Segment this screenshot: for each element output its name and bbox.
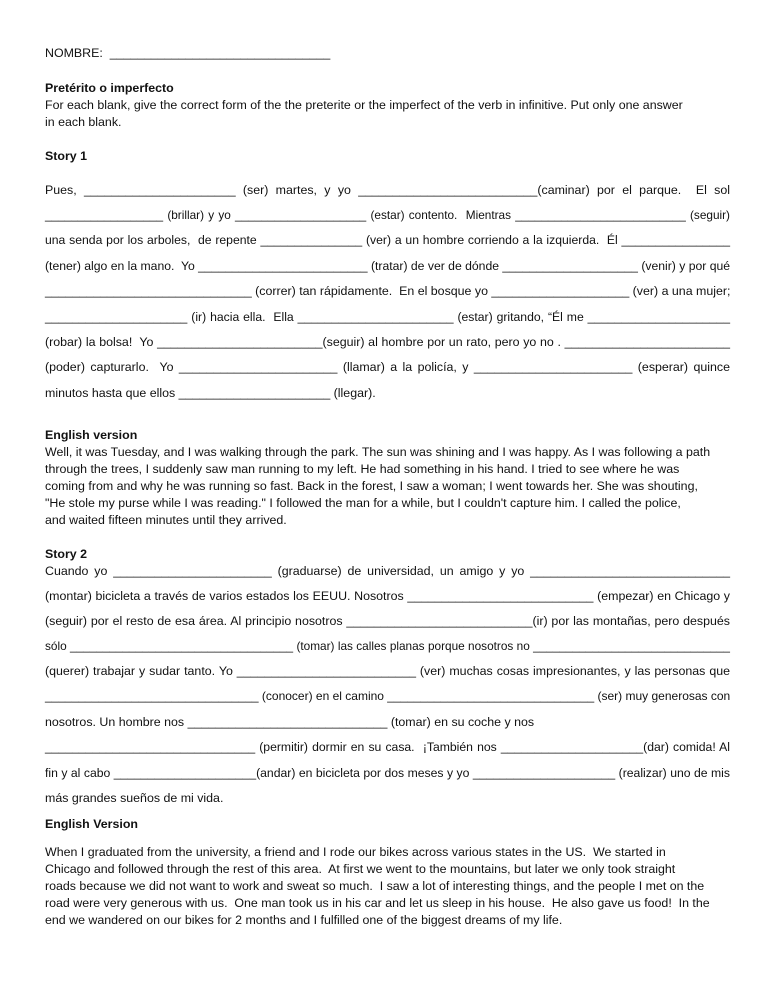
story2-line: Cuando yo _______________________ (graduarse) de universidad, un amigo y yo _____________________________	[45, 564, 730, 578]
english2-line: Chicago and followed through the rest of this area. At first we went to the mountains, but later we only took straight	[45, 862, 676, 876]
english2-line: roads because we did not want to work and sweat so much. I saw a lot of interesting things, and the people I met on the	[45, 879, 705, 893]
instructions-line: For each blank, give the correct form of the the preterite or the imperfect of the verb in infinitive. Put only one answer	[45, 98, 683, 112]
story2-line: (querer) trabajar y sudar tanto. Yo __________________________ (ver) muchas cosas impresionantes, y las personas que	[45, 664, 730, 678]
story2-line: fin y al cabo _____________________(andar) en bicicleta por dos meses y yo _____________________ (realizar) uno de mis	[45, 766, 730, 780]
story1-line: (robar) la bolsa! Yo ________________________(seguir) al hombre por un rato, pero yo no . ________________________	[45, 335, 730, 349]
story1-line: ______________________________ (correr) tan rápidamente. En el bosque yo ____________________ (ver) a una mujer;	[45, 284, 731, 298]
story2-heading: Story 2	[45, 547, 88, 561]
english1-line: "He stole my purse while I was reading." I followed the man for a while, but I couldn't capture him. I called the police,	[45, 496, 681, 510]
english1-line: coming from and why he was running so fast. Back in the forest, I saw a woman; I went towards her. She was shouting,	[45, 479, 698, 493]
english2-line: end we wandered on our bikes for 2 months and I fulfilled one of the biggest dreams of my life.	[45, 913, 563, 927]
section-title: Pretérito o imperfecto	[45, 81, 174, 95]
story1-line: __________________ (brillar) y yo ____________________ (estar) contento. Mientras __________________________ (seguir)	[45, 208, 730, 222]
english2-line: road were very generous with us. One man took us in his car and let us sleep in his house. He also gave us food! In the	[45, 896, 710, 910]
story2-line: más grandes sueños de mi vida.	[45, 791, 224, 805]
english1-heading: English version	[45, 428, 138, 442]
story1-line: (poder) capturarlo. Yo _______________________ (llamar) a la policía, y _______________________ (esperar) quince	[45, 360, 730, 374]
story2-line: _______________________________ (permitir) dormir en su casa. ¡También nos _____________________(dar) comida! Al	[45, 740, 730, 754]
story2-line: sólo __________________________________ (tomar) las calles planas porque nosotros no ______________________________	[45, 639, 730, 653]
story1-line: _____________________ (ir) hacia ella. Ella _______________________ (estar) gritando, “Él me _____________________	[45, 310, 730, 324]
story2-line: (seguir) por el resto de esa área. Al principio nosotros ___________________________(ir) por las montañas, pero después	[45, 614, 730, 628]
instructions-line: in each blank.	[45, 115, 122, 129]
story2-line: ________________________________ (conocer) en el camino _______________________________ (ser) muy generosas con	[45, 689, 731, 703]
story1-line: Pues, ______________________ (ser) martes, y yo __________________________(caminar) por el parque. El sol	[45, 183, 730, 197]
name-field-line: NOMBRE: ________________________________	[45, 46, 331, 60]
english2-line: When I graduated from the university, a friend and I rode our bikes across various states in the US. We started in	[45, 845, 666, 859]
story2-line: (montar) bicicleta a través de varios estados los EEUU. Nosotros ___________________________ (empezar) en Chicago y	[45, 589, 730, 603]
story2-line: nosotros. Un hombre nos _____________________________ (tomar) en su coche y nos	[45, 715, 535, 729]
english2-heading: English Version	[45, 817, 138, 831]
english1-line: through the trees, I suddenly saw man running to my left. He had something in his hand. I tried to see where he was	[45, 462, 680, 476]
english1-line: Well, it was Tuesday, and I was walking through the park. The sun was shining and I was happy. As I was following a path	[45, 445, 711, 459]
story1-line: minutos hasta que ellos ______________________ (llegar).	[45, 386, 376, 400]
story1-line: una senda por los arboles, de repente _______________ (ver) a un hombre corriendo a la izquierda. Él ________________	[45, 233, 730, 247]
story1-heading: Story 1	[45, 149, 88, 163]
english1-line: and waited fifteen minutes until they arrived.	[45, 513, 287, 527]
story1-line: (tener) algo en la mano. Yo _________________________ (tratar) de ver de dónde ____________________ (venir) y por qué	[45, 259, 731, 273]
